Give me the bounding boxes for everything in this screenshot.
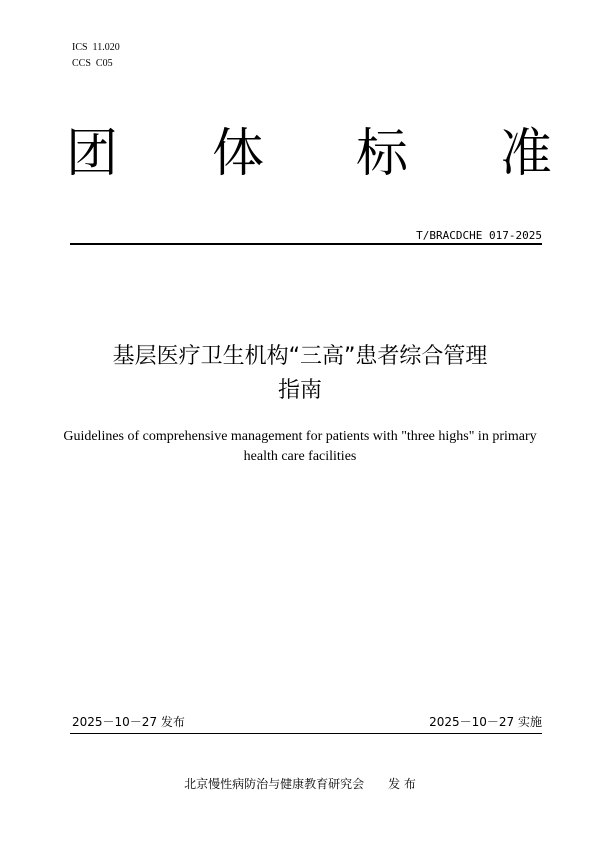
- ics-code: ICS 11.020: [72, 42, 120, 53]
- title-zh-line-1: 基层医疗卫生机构“三高”患者综合管理: [112, 344, 488, 369]
- title-en-line-1: Guidelines of comprehensive management for patients with "three highs" in primary: [63, 429, 537, 444]
- publisher-name: 北京慢性病防治与健康教育研究会: [184, 777, 365, 791]
- ccs-code: CCS C05: [72, 58, 113, 69]
- header-divider: [70, 243, 542, 245]
- header-char-4: 准: [500, 124, 553, 184]
- title-en: [40, 427, 560, 467]
- issue-date: 2025－10－27 发布: [72, 715, 185, 729]
- header-char-1: 团: [66, 124, 119, 184]
- footer-divider: [70, 733, 542, 734]
- implementation-date: 2025－10－27 实施: [429, 715, 542, 729]
- title-zh-line-2: 指南: [277, 378, 322, 403]
- header-char-3: 标: [356, 124, 409, 184]
- publisher: [0, 776, 600, 792]
- publisher-action: 发 布: [388, 777, 416, 791]
- title-en-line-2: health care facilities: [243, 449, 357, 464]
- header-char-2: 体: [212, 124, 265, 184]
- standard-code: T/BRACDCHE 017-2025: [416, 229, 542, 242]
